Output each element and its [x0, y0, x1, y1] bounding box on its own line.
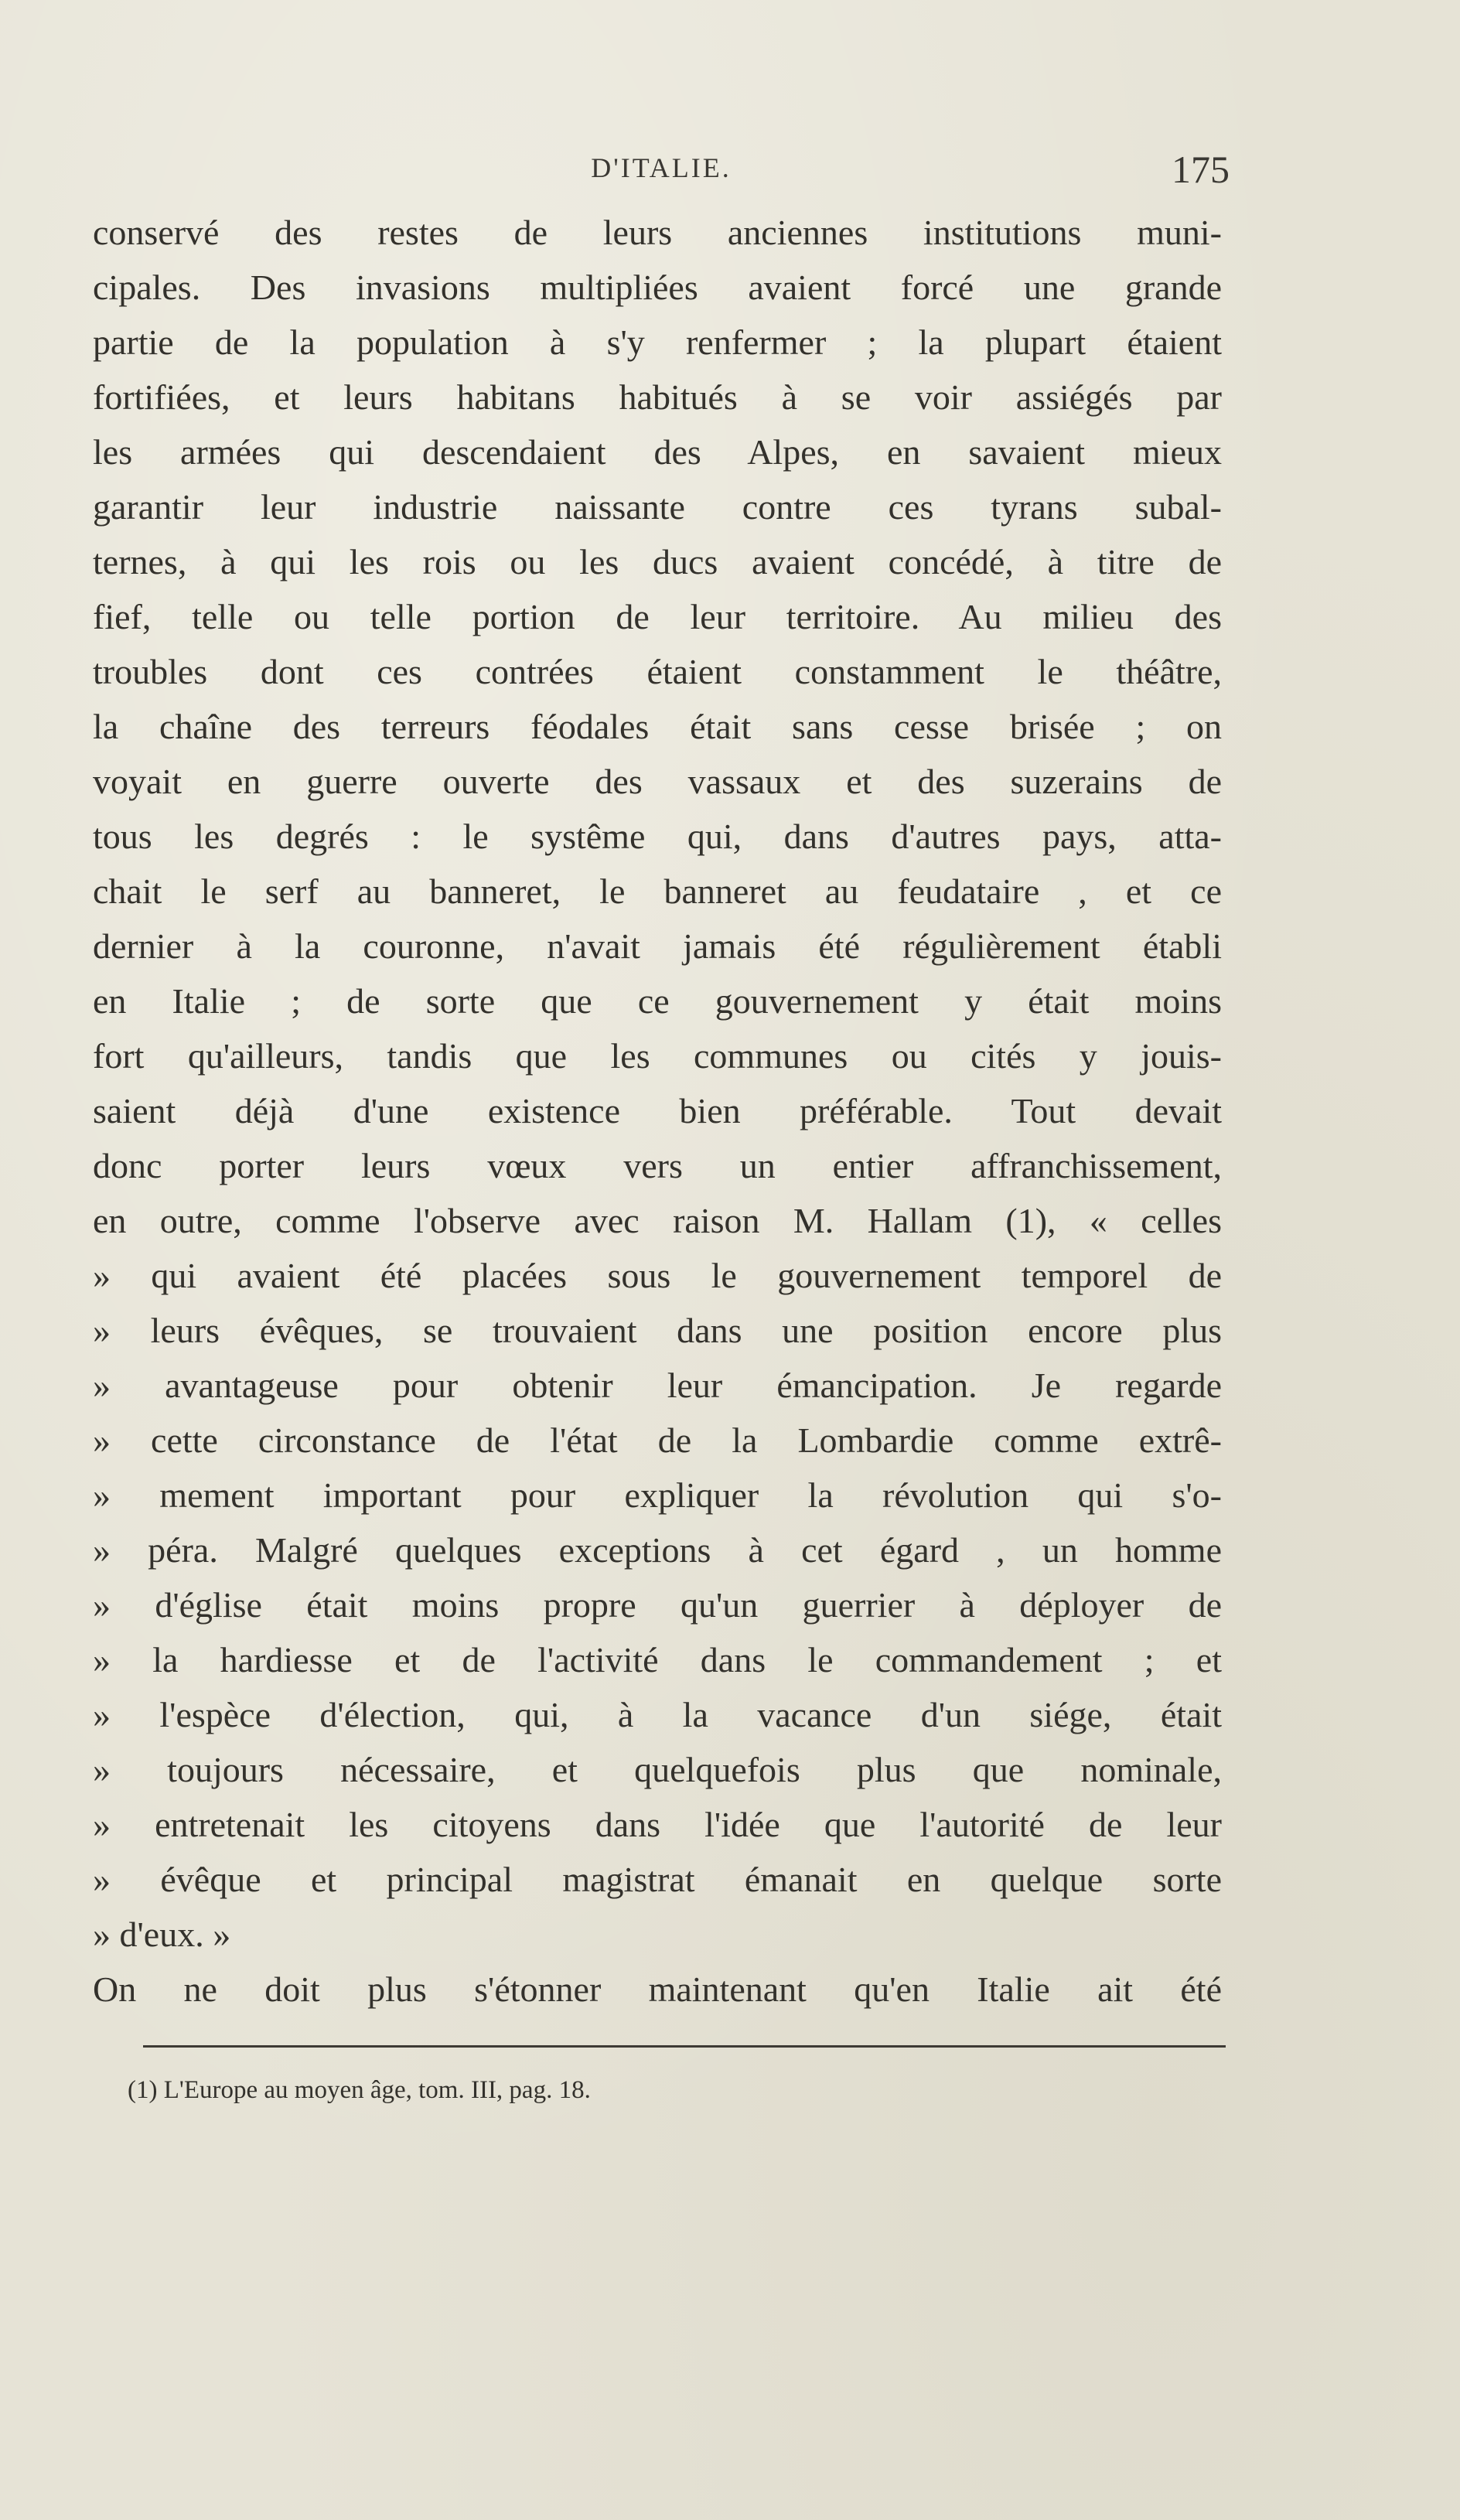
text-line: fief, telle ou telle portion de leur territoire. Au milieu des: [93, 597, 1222, 636]
text-line: dernier à la couronne, n'avait jamais été régulièrement établi: [93, 926, 1222, 966]
footnote-rule: [143, 2045, 1226, 2048]
text-line: » cette circonstance de l'état de la Lombardie comme extrê-: [93, 1420, 1222, 1460]
text-line: » la hardiesse et de l'activité dans le commandement ; et: [93, 1640, 1222, 1679]
text-line: partie de la population à s'y renfermer ; la plupart étaient: [93, 322, 1222, 362]
text-line: cipales. Des invasions multipliées avaient forcé une grande: [93, 268, 1222, 307]
text-line: en Italie ; de sorte que ce gouvernement y était moins: [93, 981, 1222, 1021]
text-line: chait le serf au banneret, le banneret au feudataire , et ce: [93, 871, 1222, 911]
text-line: » qui avaient été placées sous le gouvernement temporel de: [93, 1256, 1222, 1295]
text-line: On ne doit plus s'étonner maintenant qu'en Italie ait été: [93, 1969, 1222, 2009]
text-line: saient déjà d'une existence bien préférable. Tout devait: [93, 1091, 1222, 1130]
page-number: 175: [1172, 148, 1230, 191]
footnote: (1) L'Europe au moyen âge, tom. III, pag. 18.: [128, 2076, 591, 2104]
text-line: » péra. Malgré quelques exceptions à cet égard , un homme: [93, 1530, 1222, 1570]
text-line: » évêque et principal magistrat émanait en quelque sorte: [93, 1860, 1222, 1899]
text-line: garantir leur industrie naissante contre ces tyrans subal-: [93, 487, 1222, 527]
text-line: troubles dont ces contrées étaient constamment le théâtre,: [93, 652, 1222, 691]
text-line: ternes, à qui les rois ou les ducs avaient concédé, à titre de: [93, 542, 1222, 581]
text-line: en outre, comme l'observe avec raison M. Hallam (1), « celles: [93, 1201, 1222, 1240]
text-line: conservé des restes de leurs anciennes institutions muni-: [93, 213, 1222, 252]
text-line: » avantageuse pour obtenir leur émancipation. Je regarde: [93, 1366, 1222, 1405]
text-line: » mement important pour expliquer la révolution qui s'o-: [93, 1475, 1222, 1515]
running-head: D'ITALIE.: [591, 152, 732, 183]
text-line: » leurs évêques, se trouvaient dans une position encore plus: [93, 1311, 1222, 1350]
body-text: [93, 205, 1222, 2017]
text-line: » d'eux. »: [93, 1915, 231, 1954]
text-line: » l'espèce d'élection, qui, à la vacance d'un siége, était: [93, 1695, 1222, 1734]
text-line: fortifiées, et leurs habitans habitués à se voir assiégés par: [93, 377, 1222, 417]
page-header: [93, 147, 1230, 201]
text-line: » entretenait les citoyens dans l'idée que l'autorité de leur: [93, 1805, 1222, 1844]
text-line: les armées qui descendaient des Alpes, en savaient mieux: [93, 432, 1222, 472]
text-line: » toujours nécessaire, et quelquefois plus que nominale,: [93, 1750, 1222, 1789]
text-line: » d'église était moins propre qu'un guerrier à déployer de: [93, 1585, 1222, 1625]
text-line: voyait en guerre ouverte des vassaux et des suzerains de: [93, 762, 1222, 801]
text-line: fort qu'ailleurs, tandis que les communes ou cités y jouis-: [93, 1036, 1222, 1076]
text-line: tous les degrés : le systême qui, dans d'autres pays, atta-: [93, 817, 1222, 856]
text-line: donc porter leurs vœux vers un entier affranchissement,: [93, 1146, 1222, 1185]
text-line: la chaîne des terreurs féodales était sans cesse brisée ; on: [93, 707, 1222, 746]
